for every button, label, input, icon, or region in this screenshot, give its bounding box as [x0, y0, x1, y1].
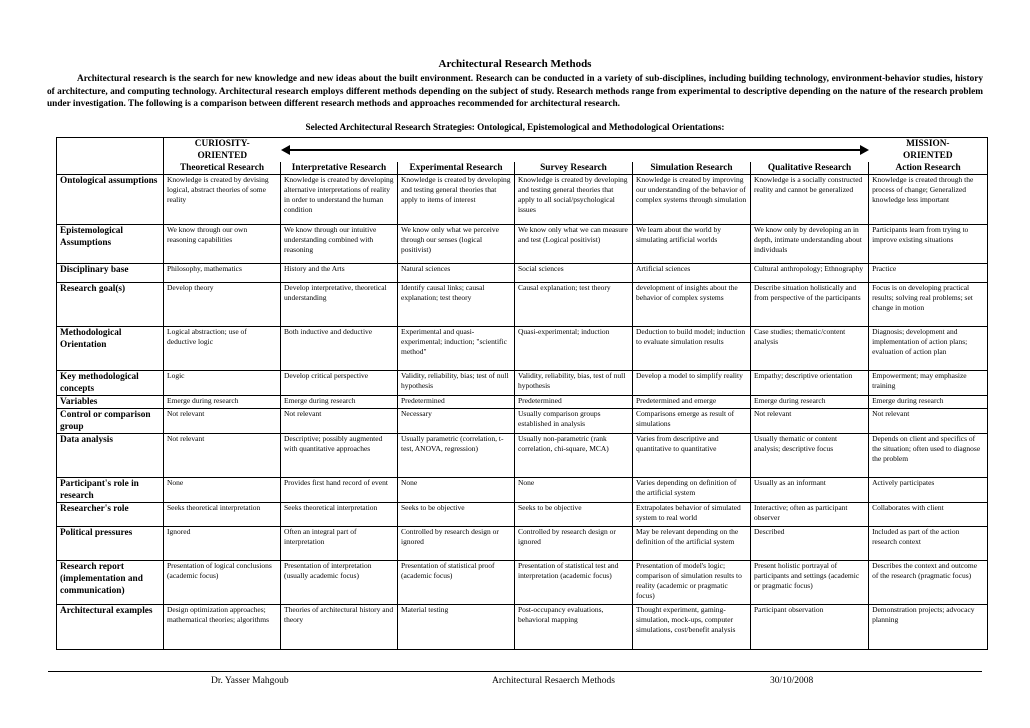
- table-cell: Participant observation: [751, 605, 869, 650]
- row-label: Political pressures: [57, 527, 164, 561]
- table-cell: Controlled by research design or ignored: [398, 527, 515, 561]
- table-cell: Usually as an informant: [751, 478, 869, 503]
- table-cell: Ignored: [164, 527, 281, 561]
- table-cell: We know only by developing an in depth, intimate understanding about individuals: [751, 225, 869, 264]
- table-cell: Depends on client and specifics of the situation; often used to diagnose the problem: [869, 434, 988, 478]
- table-cell: Knowledge is created by developing and testing general theories that apply to all social/psychological issues: [515, 175, 633, 225]
- table-row: [57, 527, 988, 561]
- table-cell: History and the Arts: [281, 264, 398, 283]
- table-cell: Collaborates with client: [869, 503, 988, 527]
- row-label: Variables: [57, 396, 164, 409]
- table-cell: Social sciences: [515, 264, 633, 283]
- row-label: Methodological Orientation: [57, 327, 164, 371]
- table-cell: Seeks to be objective: [398, 503, 515, 527]
- table-cell: Design optimization approaches; mathematical theories; algorithms: [164, 605, 281, 650]
- table-cell: Extrapolates behavior of simulated system to real world: [633, 503, 751, 527]
- table-cell: Emerge during research: [164, 396, 281, 409]
- table-cell: Knowledge is created through the process of change; Generalized knowledge less important: [869, 175, 988, 225]
- table-cell: Develop theory: [164, 283, 281, 327]
- table-cell: Usually non-parametric (rank correlation, chi-square, MCA): [515, 434, 633, 478]
- table-cell: We know through our own reasoning capabilities: [164, 225, 281, 264]
- table-cell: We know only what we can measure and test (Logical positivist): [515, 225, 633, 264]
- arrow-right-icon: [860, 145, 869, 155]
- table-cell: Interactive; often as participant observer: [751, 503, 869, 527]
- table-cell: Describes the context and outcome of the research (pragmatic focus): [869, 561, 988, 605]
- table-cell: Necessary: [398, 409, 515, 434]
- row-label: Key methodological concepts: [57, 371, 164, 396]
- table-cell: Diagnosis; development and implementation of action plans; evaluation of action plan: [869, 327, 988, 371]
- table-cell: Describe situation holistically and from perspective of the participants: [751, 283, 869, 327]
- table-cell: Emerge during research: [869, 396, 988, 409]
- table-cell: Presentation of statistical test and interpretation (academic focus): [515, 561, 633, 605]
- table-cell: Seeks theoretical interpretation: [164, 503, 281, 527]
- row-label: Ontological assumptions: [57, 175, 164, 225]
- table-cell: development of insights about the behavior of complex systems: [633, 283, 751, 327]
- table-cell: Predetermined: [515, 396, 633, 409]
- table-cell: Seeks to be objective: [515, 503, 633, 527]
- table-row: [57, 434, 988, 478]
- table-cell: Usually comparison groups established in analysis: [515, 409, 633, 434]
- table-cell: Logic: [164, 371, 281, 396]
- table-cell: Not relevant: [164, 434, 281, 478]
- row-label: Research goal(s): [57, 283, 164, 327]
- table-cell: Provides first hand record of event: [281, 478, 398, 503]
- row-label: Data analysis: [57, 434, 164, 478]
- table-cell: Case studies; thematic/content analysis: [751, 327, 869, 371]
- row-label: Disciplinary base: [57, 264, 164, 283]
- table-cell: Deduction to build model; induction to evaluate simulation results: [633, 327, 751, 371]
- table-cell: Predetermined: [398, 396, 515, 409]
- table-cell: Comparisons emerge as result of simulations: [633, 409, 751, 434]
- table-cell: Not relevant: [164, 409, 281, 434]
- table-cell: Theories of architectural history and theory: [281, 605, 398, 650]
- table-cell: Empowerment; may emphasize training: [869, 371, 988, 396]
- table-cell: Usually thematic or content analysis; descriptive focus: [751, 434, 869, 478]
- row-label: Participant's role in research: [57, 478, 164, 503]
- table-cell: Controlled by research design or ignored: [515, 527, 633, 561]
- table-cell: Logical abstraction; use of deductive logic: [164, 327, 281, 371]
- table-row: [57, 478, 988, 503]
- table-cell: Varies from descriptive and quantitative to quantitative: [633, 434, 751, 478]
- arrow-line: [287, 149, 863, 151]
- table-cell: We learn about the world by simulating artificial worlds: [633, 225, 751, 264]
- table-cell: Philosophy, mathematics: [164, 264, 281, 283]
- table-cell: Quasi-experimental; induction: [515, 327, 633, 371]
- table-cell: Identify causal links; causal explanation; test theory: [398, 283, 515, 327]
- table-cell: Emerge during research: [751, 396, 869, 409]
- table-cell: May be relevant depending on the definition of the artificial system: [633, 527, 751, 561]
- table-cell: Not relevant: [869, 409, 988, 434]
- footer-divider: [48, 671, 982, 672]
- table-cell: Develop critical perspective: [281, 371, 398, 396]
- table-cell: Emerge during research: [281, 396, 398, 409]
- table-cell: None: [164, 478, 281, 503]
- table-cell: Practice: [869, 264, 988, 283]
- table-cell: Develop interpretative, theoretical understanding: [281, 283, 398, 327]
- table-cell: Present holistic portrayal of participants and settings (academic or pragmatic focus): [751, 561, 869, 605]
- table-cell: Often an integral part of interpretation: [281, 527, 398, 561]
- table-cell: Predetermined and emerge: [633, 396, 751, 409]
- column-header: Experimental Research: [398, 162, 515, 175]
- row-label: Researcher's role: [57, 503, 164, 527]
- mission-oriented-label: MISSION-ORIENTED: [869, 138, 988, 163]
- table-cell: Focus is on developing practical results; solving real problems; set change in motion: [869, 283, 988, 327]
- table-cell: None: [515, 478, 633, 503]
- research-methods-table: [56, 137, 988, 650]
- column-header: Survey Research: [515, 162, 633, 175]
- table-cell: Usually parametric (correlation, t-test, ANOVA, regression): [398, 434, 515, 478]
- table-cell: Presentation of model's logic; comparison of simulation results to reality (academic or pragmatic focus): [633, 561, 751, 605]
- table-row: [57, 175, 988, 225]
- table-row: [57, 409, 988, 434]
- table-cell: Included as part of the action research context: [869, 527, 988, 561]
- table-cell: Thought experiment, gaming-simulation, mock-ups, computer simulations, cost/benefit analysis: [633, 605, 751, 650]
- column-header: Action Research: [869, 162, 988, 175]
- table-cell: Seeks theoretical interpretation: [281, 503, 398, 527]
- table-cell: Participants learn from trying to improve existing situations: [869, 225, 988, 264]
- row-label: Epistemological Assumptions: [57, 225, 164, 264]
- table-cell: Post-occupancy evaluations, behavioral mapping: [515, 605, 633, 650]
- table-cell: Knowledge is created by devising logical, abstract theories of some reality: [164, 175, 281, 225]
- column-header: Simulation Research: [633, 162, 751, 175]
- footer-author: Dr. Yasser Mahgoub: [211, 676, 289, 686]
- document-title: Architectural Research Methods: [438, 58, 592, 70]
- table-row: [57, 371, 988, 396]
- table-cell: Knowledge is created by developing alternative interpretations of reality in order to understand the human condition: [281, 175, 398, 225]
- table-cell: Not relevant: [751, 409, 869, 434]
- table-cell: Actively participates: [869, 478, 988, 503]
- table-row: [57, 283, 988, 327]
- column-header: Qualitative Research: [751, 162, 869, 175]
- table-cell: Knowledge is created by developing and testing general theories that apply to items of interest: [398, 175, 515, 225]
- table-cell: Both inductive and deductive: [281, 327, 398, 371]
- table-cell: Presentation of statistical proof (academic focus): [398, 561, 515, 605]
- table-cell: We know only what we perceive through our senses (logical positivist): [398, 225, 515, 264]
- table-cell: Varies depending on definition of the artificial system: [633, 478, 751, 503]
- table-cell: Material testing: [398, 605, 515, 650]
- table-cell: Knowledge is a socially constructed reality and cannot be generalized: [751, 175, 869, 225]
- table-cell: Artificial sciences: [633, 264, 751, 283]
- table-cell: Cultural anthropology; Ethnography: [751, 264, 869, 283]
- table-cell: Natural sciences: [398, 264, 515, 283]
- row-label: Architectural examples: [57, 605, 164, 650]
- column-header: Interpretative Research: [281, 162, 398, 175]
- table-cell: Empathy; descriptive orientation: [751, 371, 869, 396]
- table-row: [57, 264, 988, 283]
- table-subtitle: Selected Architectural Research Strategies: Ontological, Epistemological and Methodological Orientations:: [305, 122, 725, 132]
- table-cell: Demonstration projects; advocacy planning: [869, 605, 988, 650]
- table-row: [57, 503, 988, 527]
- table-cell: Experimental and quasi-experimental; induction; "scientific method": [398, 327, 515, 371]
- table-body: [57, 175, 988, 650]
- table-cell: Validity, reliability, bias, test of null hypothesis: [515, 371, 633, 396]
- table-row: [57, 605, 988, 650]
- table-cell: We know through our intuitive understanding combined with reasoning: [281, 225, 398, 264]
- footer-date: 30/10/2008: [770, 676, 814, 686]
- footer-doc-title: Architectural Resaerch Methods: [492, 676, 615, 686]
- table-cell: Not relevant: [281, 409, 398, 434]
- table-cell: Develop a model to simplify reality: [633, 371, 751, 396]
- table-cell: None: [398, 478, 515, 503]
- table-cell: Described: [751, 527, 869, 561]
- header-corner-bottom: [57, 162, 164, 175]
- table-row: [57, 561, 988, 605]
- curiosity-oriented-label: CURIOSITY-ORIENTED: [164, 138, 281, 163]
- table-cell: Causal explanation; test theory: [515, 283, 633, 327]
- table-row: [57, 225, 988, 264]
- table-row: [57, 327, 988, 371]
- table-cell: Validity, reliability, bias; test of null hypothesis: [398, 371, 515, 396]
- intro-paragraph: Architectural research is the search for new knowledge and new ideas about the built environment. Research can be conducted in a variety of sub-disciplines, including building technology, environment-behavior studies, history of architecture, and computing technology. Architectural research employs different methods depending on the subject of study. Research methods range from experimental to descriptive depending on the nature of the research problem under investigation. The following is a comparison between different research methods and approaches recommended for architectural research.: [47, 74, 983, 109]
- table-row: [57, 396, 988, 409]
- table-cell: Presentation of logical conclusions (academic focus): [164, 561, 281, 605]
- header-corner-top: [57, 138, 164, 163]
- orientation-arrow: [281, 138, 869, 163]
- table-cell: Presentation of interpretation (usually academic focus): [281, 561, 398, 605]
- column-header: Theoretical Research: [164, 162, 281, 175]
- row-label: Research report (implementation and communication): [57, 561, 164, 605]
- table-cell: Knowledge is created by improving our understanding of the behavior of complex systems through simulation: [633, 175, 751, 225]
- row-label: Control or comparison group: [57, 409, 164, 434]
- table-cell: Descriptive; possibly augmented with quantitative approaches: [281, 434, 398, 478]
